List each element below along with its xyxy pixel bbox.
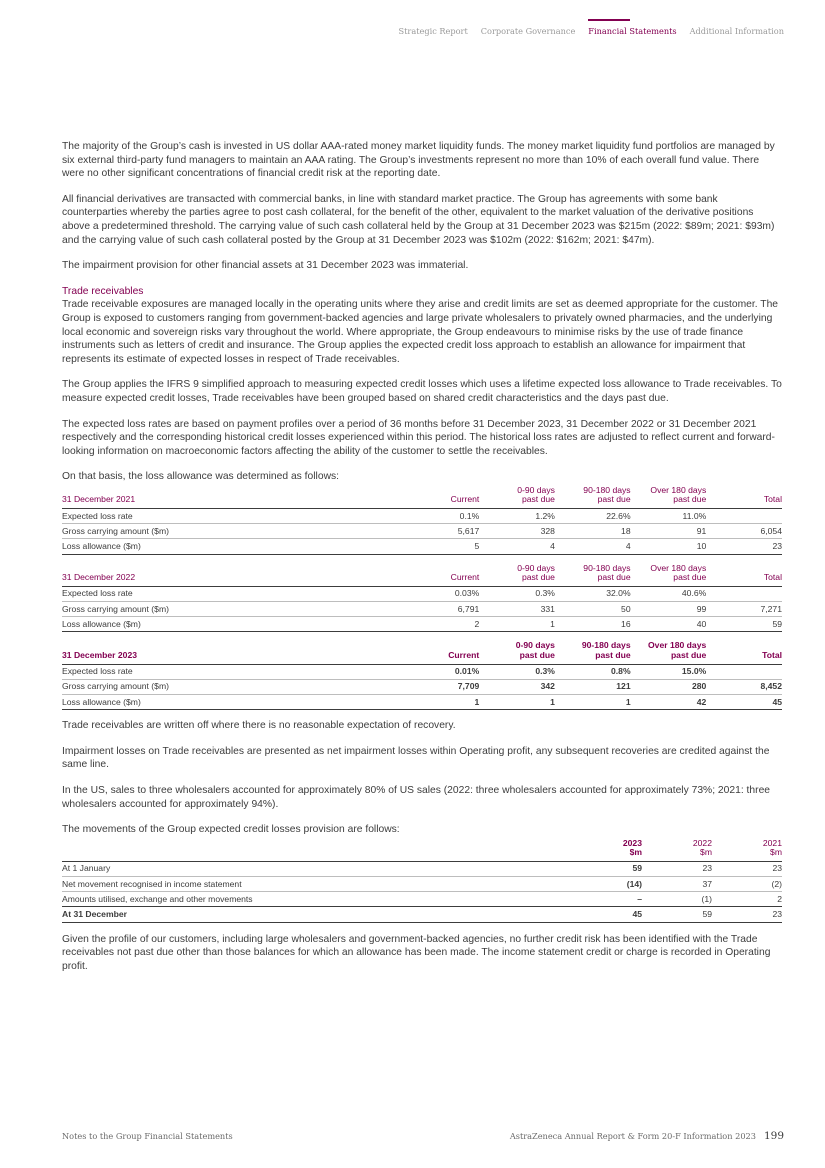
paragraph-loss-allowance-intro: On that basis, the loss allowance was determined as follows: bbox=[62, 471, 340, 483]
table-row bbox=[62, 861, 782, 876]
cell: 4 bbox=[555, 539, 631, 554]
row-label: At 31 December bbox=[62, 907, 572, 922]
row-label: Gross carrying amount ($m) bbox=[62, 679, 412, 694]
col-over-180-days: Over 180 days past due bbox=[631, 486, 707, 509]
cell: 8,452 bbox=[706, 679, 782, 694]
cell: 1.2% bbox=[479, 509, 555, 524]
cell: 37 bbox=[642, 877, 712, 892]
cell: 331 bbox=[479, 602, 555, 617]
col-over-180-days: Over 180 days past due bbox=[631, 641, 707, 664]
cell: 40.6% bbox=[631, 586, 707, 601]
cell: 22.6% bbox=[555, 509, 631, 524]
row-label: Loss allowance ($m) bbox=[62, 617, 412, 632]
cell: 6,791 bbox=[412, 602, 479, 617]
cell: 0.03% bbox=[412, 586, 479, 601]
table-title: 31 December 2023 bbox=[62, 641, 412, 664]
cell: 15.0% bbox=[631, 664, 707, 679]
cell: 42 bbox=[631, 694, 707, 709]
table-row bbox=[62, 617, 782, 632]
cell: 45 bbox=[572, 907, 642, 922]
nav-financial-statements[interactable]: Financial Statements bbox=[588, 26, 677, 36]
loss-table-2023 bbox=[62, 641, 782, 710]
cell: 59 bbox=[642, 907, 712, 922]
row-label: Loss allowance ($m) bbox=[62, 694, 412, 709]
cell: 6,054 bbox=[706, 524, 782, 539]
cell: 0.3% bbox=[479, 664, 555, 679]
top-navigation bbox=[399, 26, 785, 36]
cell: 45 bbox=[706, 694, 782, 709]
cell: 1 bbox=[412, 694, 479, 709]
cell: 4 bbox=[479, 539, 555, 554]
cell: 0.1% bbox=[412, 509, 479, 524]
col-total: Total bbox=[706, 486, 782, 509]
table-row bbox=[62, 539, 782, 554]
nav-corporate-governance[interactable]: Corporate Governance bbox=[480, 26, 576, 36]
cell: 328 bbox=[479, 524, 555, 539]
cell: 7,709 bbox=[412, 679, 479, 694]
row-label: Expected loss rate bbox=[62, 664, 412, 679]
row-label: At 1 January bbox=[62, 861, 572, 876]
row-label: Loss allowance ($m) bbox=[62, 539, 412, 554]
table-header-row bbox=[62, 641, 782, 664]
row-label: Gross carrying amount ($m) bbox=[62, 602, 412, 617]
col-total: Total bbox=[706, 564, 782, 587]
loss-table-2021 bbox=[62, 486, 782, 555]
cell: 2 bbox=[712, 892, 782, 907]
paragraph-impairment-provision: The impairment provision for other financial assets at 31 December 2023 was immaterial. bbox=[62, 260, 469, 272]
cell: 23 bbox=[712, 861, 782, 876]
col-2022: 2022 $m bbox=[642, 839, 712, 862]
cell: 23 bbox=[712, 907, 782, 922]
paragraph-customer-profile: Given the profile of our customers, including large wholesalers and government-backed agencies, no further credit risk has been identified with the Trade receivables not past due other than those balances for which an allowance has been made. The income statement credit or charge is recorded in Operating profit. bbox=[62, 933, 771, 972]
cell: 0.8% bbox=[555, 664, 631, 679]
cell: (14) bbox=[572, 877, 642, 892]
footer-report-name: AstraZeneca Annual Report & Form 20-F Information 2023 bbox=[509, 1131, 756, 1141]
cell: 11.0% bbox=[631, 509, 707, 524]
cell: 1 bbox=[555, 694, 631, 709]
cell: 59 bbox=[572, 861, 642, 876]
cell: 0.3% bbox=[479, 586, 555, 601]
section-heading-trade-receivables: Trade receivables bbox=[62, 285, 144, 297]
cell bbox=[706, 664, 782, 679]
cell: 280 bbox=[631, 679, 707, 694]
col-current: Current bbox=[412, 486, 479, 509]
row-label: Gross carrying amount ($m) bbox=[62, 524, 412, 539]
paragraph-ifrs9-approach: The Group applies the IFRS 9 simplified approach to measuring expected credit losses which uses a lifetime expected loss allowance to Trade receivables. To measure expected credit losses, Trade receivables have been grouped based on shared credit characteristics and the days past due. bbox=[62, 379, 782, 404]
cell: 16 bbox=[555, 617, 631, 632]
cell: 2 bbox=[412, 617, 479, 632]
row-label: Amounts utilised, exchange and other movements bbox=[62, 892, 572, 907]
cell: 99 bbox=[631, 602, 707, 617]
paragraph-trade-receivable-exposures: Trade receivable exposures are managed locally in the operating units where they arise and credit limits are set as deemed appropriate for the customer. The Group is exposed to customers ranging from government-backed agencies and large private wholesalers to privately owned pharmacies, and the underlying local economic and sovereign risks vary throughout the world. Where appropriate, the Group endeavours to minimise risks by the use of trade finance instruments such as letters of credit and insurance. The Group applies the expected credit loss approach to establish an allowance for impairment that represents its estimate of expected losses in respect of Trade receivables. bbox=[62, 299, 779, 365]
cell: 1 bbox=[479, 694, 555, 709]
col-current: Current bbox=[412, 564, 479, 587]
cell bbox=[706, 509, 782, 524]
cell: 91 bbox=[631, 524, 707, 539]
col-total: Total bbox=[706, 641, 782, 664]
nav-additional-information[interactable]: Additional Information bbox=[689, 26, 784, 36]
cell: 10 bbox=[631, 539, 707, 554]
row-label: Expected loss rate bbox=[62, 586, 412, 601]
table-title: 31 December 2021 bbox=[62, 486, 412, 509]
cell: 40 bbox=[631, 617, 707, 632]
col-2023: 2023 $m bbox=[572, 839, 642, 862]
paragraph-financial-derivatives: All financial derivatives are transacted with commercial banks, in line with standard market practice. The Group has agreements with some bank counterparties whereby the parties agree to post cash collateral, for the benefit of the other, equivalent to the market valuation of the derivative positions above a predetermined threshold. The carrying value of such cash collateral held by the Group at 31 December 2023 was $215m (2022: $89m; 2021: $93m) and the carrying value of such cash collateral posted by the Group at 31 December 2023 was $102m (2022: $162m; 2021: $47m). bbox=[62, 193, 775, 246]
footer-report-title bbox=[510, 1130, 784, 1142]
col-90-180-days: 90-180 days past due bbox=[555, 486, 631, 509]
footer-section-title: Notes to the Group Financial Statements bbox=[62, 1131, 233, 1141]
cell: 18 bbox=[555, 524, 631, 539]
cell: 50 bbox=[555, 602, 631, 617]
row-label: Expected loss rate bbox=[62, 509, 412, 524]
loss-table-2022 bbox=[62, 564, 782, 633]
col-0-90-days: 0-90 days past due bbox=[479, 641, 555, 664]
cell: 121 bbox=[555, 679, 631, 694]
main-content bbox=[62, 140, 782, 985]
paragraph-movements-intro: The movements of the Group expected credit losses provision are follows: bbox=[62, 824, 400, 836]
cell: 342 bbox=[479, 679, 555, 694]
cell: 5 bbox=[412, 539, 479, 554]
table-row bbox=[62, 877, 782, 892]
table-row bbox=[62, 586, 782, 601]
col-over-180-days: Over 180 days past due bbox=[631, 564, 707, 587]
table-row bbox=[62, 602, 782, 617]
table-header-row bbox=[62, 486, 782, 509]
table-row bbox=[62, 694, 782, 709]
paragraph-impairment-losses: Impairment losses on Trade receivables are presented as net impairment losses within Operating profit, any subsequent recoveries are credited against the same line. bbox=[62, 745, 770, 771]
table-title: 31 December 2022 bbox=[62, 564, 412, 587]
cell: 5,617 bbox=[412, 524, 479, 539]
cell: 23 bbox=[642, 861, 712, 876]
table-row bbox=[62, 664, 782, 679]
col-current: Current bbox=[412, 641, 479, 664]
cell: 7,271 bbox=[706, 602, 782, 617]
paragraph-cash-investments: The majority of the Group’s cash is invested in US dollar AAA-rated money market liquidity funds. The money market liquidity fund portfolios are managed by six external third-party fund managers to maintain an AAA rating. The Group’s investments represent no more than 10% of each overall fund value. There were no other significant concentrations of financial credit risk at the reporting date. bbox=[62, 141, 775, 180]
paragraph-written-off: Trade receivables are written off where there is no reasonable expectation of recovery. bbox=[62, 720, 456, 732]
cell: (1) bbox=[642, 892, 712, 907]
cell: 1 bbox=[479, 617, 555, 632]
cell: – bbox=[572, 892, 642, 907]
table-header-row bbox=[62, 564, 782, 587]
col-90-180-days: 90-180 days past due bbox=[555, 641, 631, 664]
cell bbox=[706, 586, 782, 601]
table-row-total bbox=[62, 907, 782, 922]
cell: 59 bbox=[706, 617, 782, 632]
col-0-90-days: 0-90 days past due bbox=[479, 486, 555, 509]
table-header-row bbox=[62, 839, 782, 862]
cell: 0.01% bbox=[412, 664, 479, 679]
paragraph-expected-loss-rates: The expected loss rates are based on payment profiles over a period of 36 months before 31 December 2023, 31 December 2022 or 31 December 2021 respectively and the corresponding historical credit losses experienced within this period. The historical loss rates are adjusted to reflect current and forward-looking information on macroeconomic factors affecting the ability of the customer to settle the receivables. bbox=[62, 418, 775, 457]
col-90-180-days: 90-180 days past due bbox=[555, 564, 631, 587]
table-row bbox=[62, 509, 782, 524]
nav-strategic-report[interactable]: Strategic Report bbox=[398, 26, 468, 36]
col-0-90-days: 0-90 days past due bbox=[479, 564, 555, 587]
table-row bbox=[62, 524, 782, 539]
cell: (2) bbox=[712, 877, 782, 892]
row-label: Net movement recognised in income statement bbox=[62, 877, 572, 892]
movements-table bbox=[62, 839, 782, 923]
table-row bbox=[62, 679, 782, 694]
page-number: 199 bbox=[763, 1130, 784, 1142]
cell: 23 bbox=[706, 539, 782, 554]
col-2021: 2021 $m bbox=[712, 839, 782, 862]
cell: 32.0% bbox=[555, 586, 631, 601]
paragraph-us-wholesalers: In the US, sales to three wholesalers accounted for approximately 80% of US sales (2022: three wholesalers accounted for approximately 73%; 2021: three wholesalers accounted for approximately 94%). bbox=[62, 784, 771, 810]
page-footer bbox=[62, 1131, 784, 1141]
table-row bbox=[62, 892, 782, 907]
